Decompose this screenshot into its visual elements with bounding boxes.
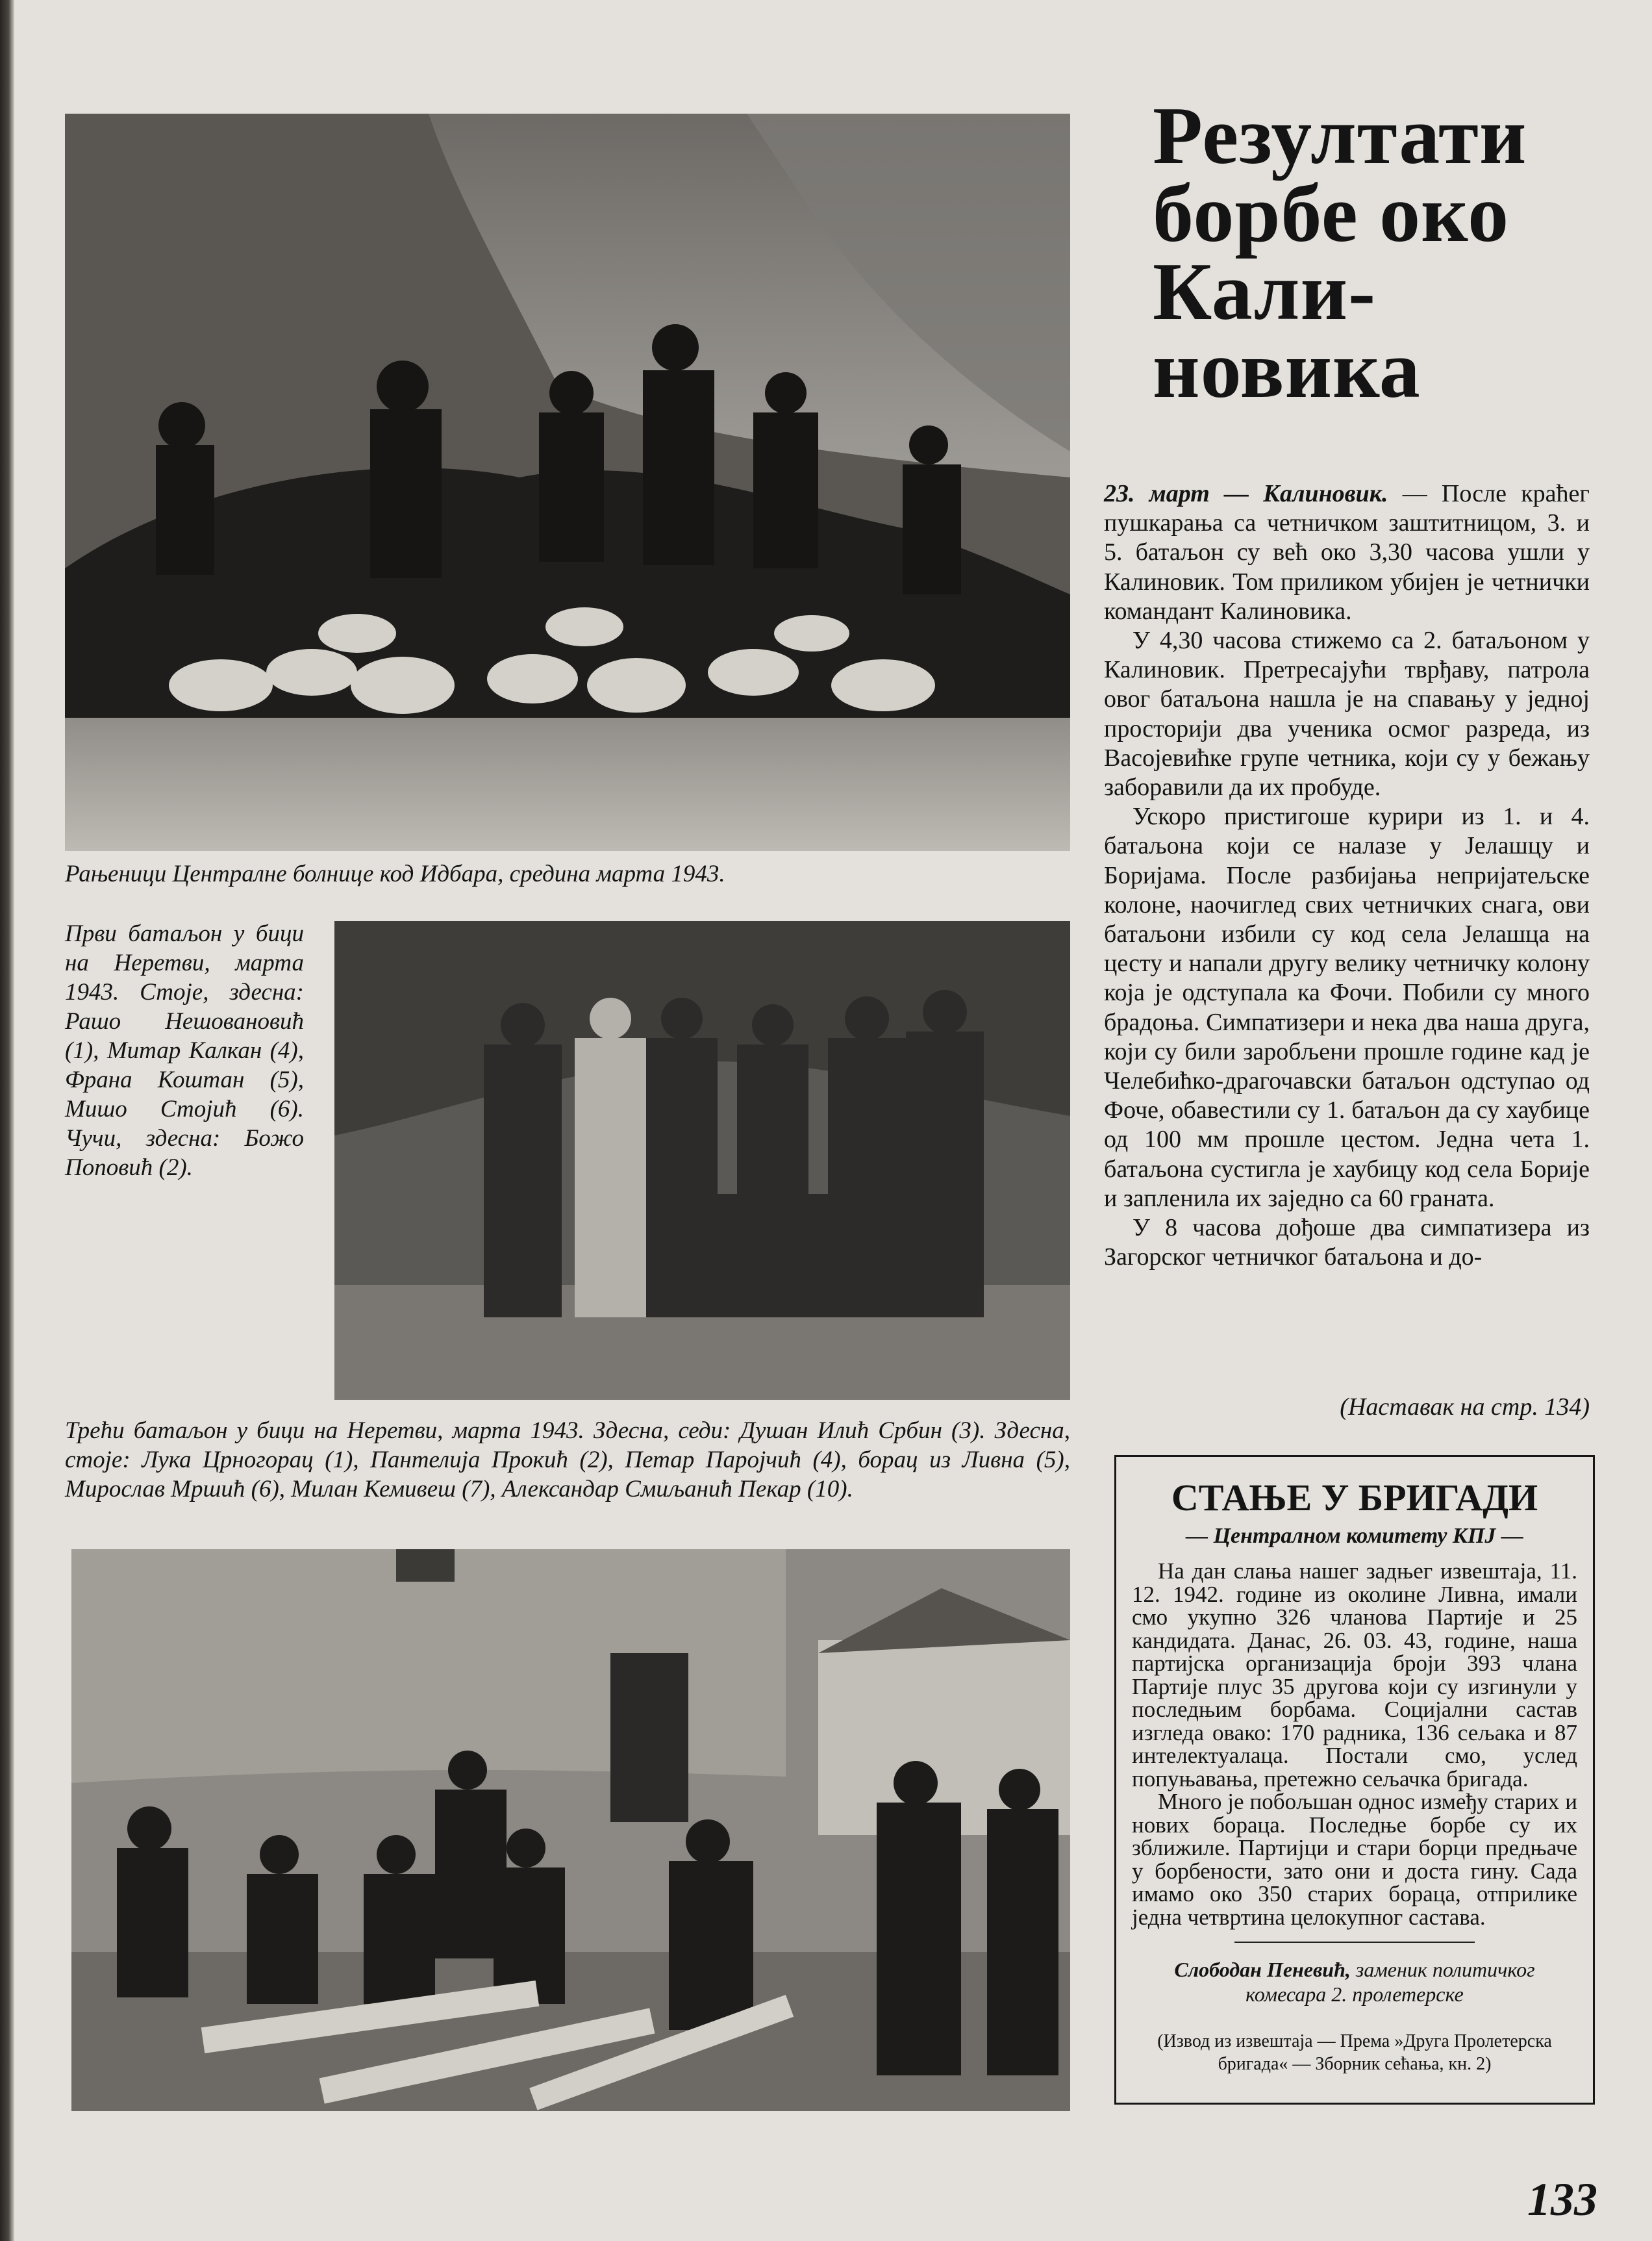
photo-third-battalion bbox=[71, 1549, 1070, 2111]
sidebar-signature: Слободан Пеневић, заменик политичког комесара 2. пролетерске bbox=[1174, 1958, 1535, 2006]
sidebar-paragraph: Много је побољшан однос између старих и нових бораца. Последње борбе су их зближиле. Партијци и стари борци предњаче у борбености, зато они и доста гину. Сада имамо око 350 старих бораца, отприлике једна четвртина целокупног састава. bbox=[1132, 1789, 1577, 1930]
sidebar-divider bbox=[1234, 1942, 1475, 1943]
article-body bbox=[1104, 479, 1590, 1272]
caption-photo1: Рањеници Централне болнице код Идбара, средина марта 1943. bbox=[65, 861, 725, 887]
sidebar-box bbox=[1114, 1455, 1595, 2105]
article-paragraph: Ускоро пристигоше курири из 1. и 4. батаљона који се налазе у Јелашцу и Боријама. После разбијања непријатељске колоне, наочиглед свих четничких снага, ови батаљони избили су код села Јелашца на цесту и напали другу велику четничку колону која је одступала ка Фочи. Побили су много брадоња. Симпатизери и нека два наша друга, који су били заробљени прошле године кад је Челебићко-драгочавски батаљон одступао од Фоче, обавестили су 1. батаљон да су хаубице од 100 мм прошле цестом. Једна чета 1. батаљона сустигла је хаубицу код села Борије и запленила их заједно са 60 граната. bbox=[1104, 803, 1590, 1212]
sidebar-subtitle: — Централном комитету КПЈ — bbox=[1186, 1524, 1523, 1548]
sidebar-paragraph: На дан слања нашег задњег извештаја, 11. 12. 1942. године из околине Ливна, имали смо укупно 326 чланова Партије и 25 кандидата. Данас, 26. 03. 43, године, наша партијска организација броји 393 члана Партије плус 35 другова који су изгинули у последњим борбама. Социјални састав изгледа овако: 170 радника, 136 сељака и 87 интелектуалаца. Постали смо, услед попуњавања, претежно сељачка бригада. bbox=[1132, 1558, 1577, 1792]
page-number: 133 bbox=[1527, 2173, 1597, 2225]
sidebar-title: СТАЊЕ У БРИГАДИ bbox=[1171, 1476, 1538, 1519]
sidebar-source: (Извод из извештаја — Према »Друга Пролетерска бригада« — Зборник сећања, кн. 2) bbox=[1157, 2031, 1552, 2074]
continued-note: (Наставак на стр. 134) bbox=[1340, 1393, 1590, 1421]
article-paragraph: У 8 часова дођоше два симпатизера из Загорског четничког батаљона и до- bbox=[1104, 1214, 1590, 1271]
article-paragraph: У 4,30 часова стижемо са 2. батаљоном у Калиновик. Претресајући тврђаву, патрола овог батаљона нашла је на спавању у једној просторији два ученика осмог разреда, из Васојевићке групе четника, који су у бежању заборавили да их пробуде. bbox=[1104, 627, 1590, 802]
book-spine-shadow bbox=[0, 0, 14, 2241]
photo-wounded-central-hospital bbox=[65, 114, 1070, 851]
caption-photo2: Први батаљон у бици на Неретви, марта 1943. Стоје, здесна: Рашо Нешовановић (1), Митар Калкан (4), Франа Коштан (5), Мишо Стојић (6). Чучи, здесна: Божо Поповић (2). bbox=[65, 920, 304, 1181]
article-paragraph: 23. март — Калиновик. — После краћег пушкарања са четничком заштитницом, 3. и 5. батаљон су већ око 3,30 часова ушли у Калиновик. Том приликом убијен је четнички командант Калиновика. bbox=[1104, 480, 1590, 625]
photo-first-battalion bbox=[334, 921, 1070, 1400]
article-lead: 23. март — Калиновик. bbox=[1104, 480, 1388, 507]
sidebar-body bbox=[1132, 1560, 1577, 1929]
headline: Резултати борбе око Кали-новика bbox=[1153, 91, 1527, 415]
caption-photo3: Трећи батаљон у бици на Неретви, марта 1943. Здесна, седи: Душан Илић Србин (3). Здесна, стоје: Лука Црногорац (1), Пантелија Прокић (2), Петар Паројчић (4), борац из Ливна (5), Мирослав Мршић (6), Милан Кемивеш (7), Александар Смиљанић Пекар (10). bbox=[65, 1417, 1070, 1502]
